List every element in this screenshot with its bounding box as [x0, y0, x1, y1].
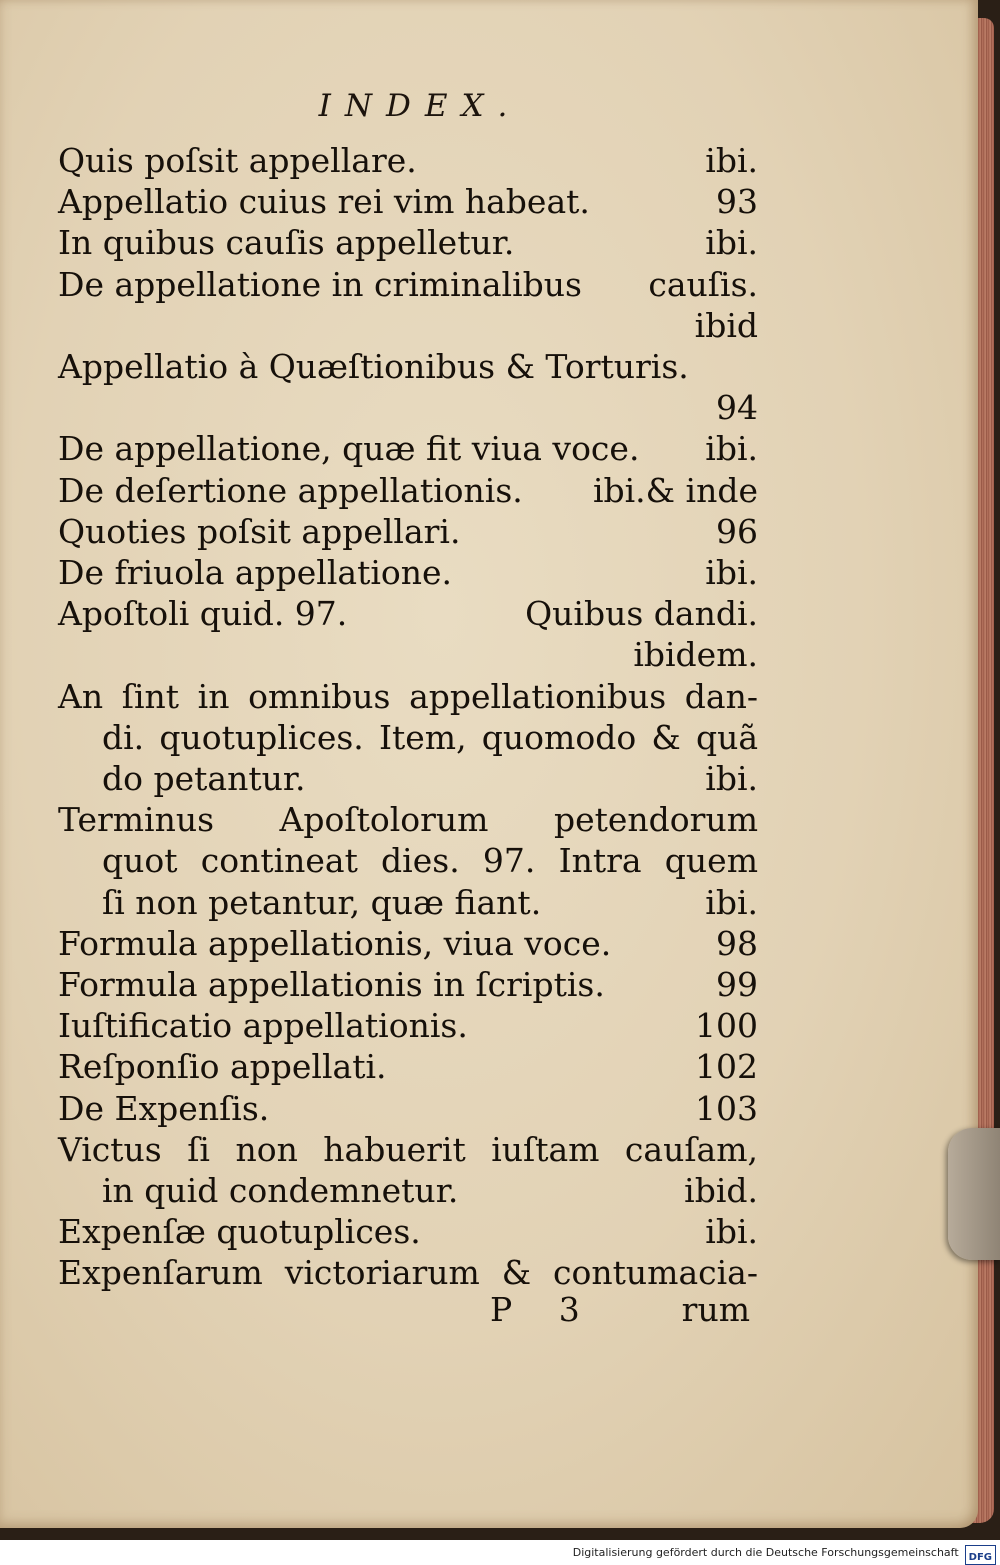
entry-text: Apoſtoli quid. 97. [58, 594, 348, 634]
entry-line [58, 346, 758, 387]
entry-text: Formula appellationis, viua voce. [58, 923, 612, 963]
entry-page: ibi. [705, 1212, 758, 1252]
index-entry [58, 222, 758, 263]
entry-line [58, 264, 758, 305]
index-entry [58, 964, 758, 1005]
entry-line [58, 717, 758, 758]
entry-page: 99 [716, 965, 758, 1005]
entry-page: ibi. [705, 429, 758, 469]
entry-text: De friuola appellatione. [58, 553, 453, 593]
index-entry [58, 1046, 758, 1087]
entry-line [58, 428, 758, 469]
index-entry [58, 511, 758, 552]
entry-line [58, 799, 758, 840]
entry-text: Appellatio cuius rei vim habeat. [58, 182, 590, 222]
entry-text: Terminus Apoſtolorum petendorum [58, 800, 758, 840]
index-entry [58, 346, 758, 428]
entry-page: 103 [695, 1088, 758, 1128]
entry-line [58, 387, 758, 428]
entry-text: Quis poſsit appellare. [58, 141, 417, 180]
entry-line [58, 552, 758, 593]
entry-page: ibi. [705, 759, 758, 799]
index-entry [58, 1129, 758, 1211]
entry-line [58, 923, 758, 964]
entry-line [58, 634, 758, 675]
entry-text: quot contineat dies. 97. Intra quem [102, 841, 758, 881]
entry-line [58, 222, 758, 263]
index-entries [58, 140, 758, 1294]
entry-text: Quoties poſsit appellari. [58, 511, 461, 551]
index-entry [58, 799, 758, 923]
index-entry [58, 1211, 758, 1252]
entry-text: De deſertione appellationis. [58, 470, 523, 510]
entry-line [58, 1211, 758, 1252]
entry-page: 94 [716, 388, 758, 428]
entry-line [58, 1088, 758, 1129]
entry-text: in quid condemnetur. [102, 1171, 459, 1211]
entry-page: ibid. [684, 1171, 758, 1211]
entry-line [58, 1129, 758, 1170]
entry-line [58, 758, 758, 799]
entry-page: ibi. [705, 553, 758, 593]
entry-page: ibi. [705, 223, 758, 263]
index-entry [58, 923, 758, 964]
index-entry [58, 428, 758, 469]
entry-page: ibi. [705, 141, 758, 180]
entry-page: cauſis. [648, 264, 758, 304]
entry-text: do petantur. [102, 759, 306, 799]
catchword: rum [681, 1290, 750, 1329]
entry-text: Expenſarum victoriarum & contumacia- [58, 1253, 758, 1293]
index-entry [58, 1252, 758, 1293]
entry-text: ſi non petantur, quæ fiant. [102, 882, 542, 922]
index-entry [58, 552, 758, 593]
entry-text: De Expenſis. [58, 1088, 270, 1128]
entry-page: 100 [695, 1006, 758, 1046]
entry-page: ibid [694, 305, 758, 345]
entry-text: In quibus cauſis appelletur. [58, 223, 515, 263]
entry-page: ibidem. [633, 635, 758, 675]
entry-page: 98 [716, 923, 758, 963]
entry-page: ibi. [705, 882, 758, 922]
entry-text: Iuſtificatio appellationis. [58, 1006, 468, 1046]
entry-line [58, 181, 758, 222]
entry-page: 96 [716, 511, 758, 551]
entry-line [58, 1046, 758, 1087]
entry-line [58, 305, 758, 346]
entry-text: Victus ſi non habuerit iuſtam cauſam, [58, 1129, 758, 1169]
entry-text: De appellatione in criminalibus [58, 264, 582, 304]
footer-credit: Digitalisierung gefördert durch die Deutsche Forschungsgemeinschaft [572, 1546, 959, 1559]
digitization-footer [0, 1540, 1000, 1565]
entry-line [58, 511, 758, 552]
entry-line [58, 676, 758, 717]
entry-text: Reſponſio appellati. [58, 1047, 387, 1087]
entry-line [58, 1170, 758, 1211]
index-entry [58, 264, 758, 346]
index-entry [58, 470, 758, 511]
index-entry [58, 1088, 758, 1129]
index-entry [58, 181, 758, 222]
index-entry [58, 140, 758, 181]
entry-text: An ſint in omnibus appellationibus dan- [58, 676, 758, 716]
dfg-logo-icon: DFG [965, 1545, 996, 1565]
entry-line [58, 840, 758, 881]
entry-line [58, 1005, 758, 1046]
entry-page: ibi.& inde [592, 470, 758, 510]
page-tab [948, 1128, 1000, 1260]
entry-text: Appellatio à Quæſtionibus & Torturis. [58, 347, 689, 387]
entry-line [58, 470, 758, 511]
page-header: INDEX. [318, 88, 522, 124]
entry-line [58, 964, 758, 1005]
entry-line [58, 882, 758, 923]
index-entry [58, 593, 758, 675]
entry-page: 93 [716, 182, 758, 222]
entry-page: 102 [695, 1047, 758, 1087]
entry-text: Expenſæ quotuplices. [58, 1212, 421, 1252]
entry-line [58, 593, 758, 634]
entry-text: di. quotuplices. Item, quomodo & quã [102, 717, 758, 757]
entry-text: Formula appellationis in ſcriptis. [58, 965, 605, 1005]
entry-line [58, 1252, 758, 1293]
index-entry [58, 676, 758, 800]
signature-mark: P 3 [490, 1290, 598, 1329]
entry-text: De appellatione, quæ fit viua voce. [58, 429, 640, 469]
entry-page: Quibus dandi. [525, 594, 758, 634]
index-entry [58, 1005, 758, 1046]
entry-line [58, 140, 758, 181]
signature-line [490, 1290, 750, 1329]
